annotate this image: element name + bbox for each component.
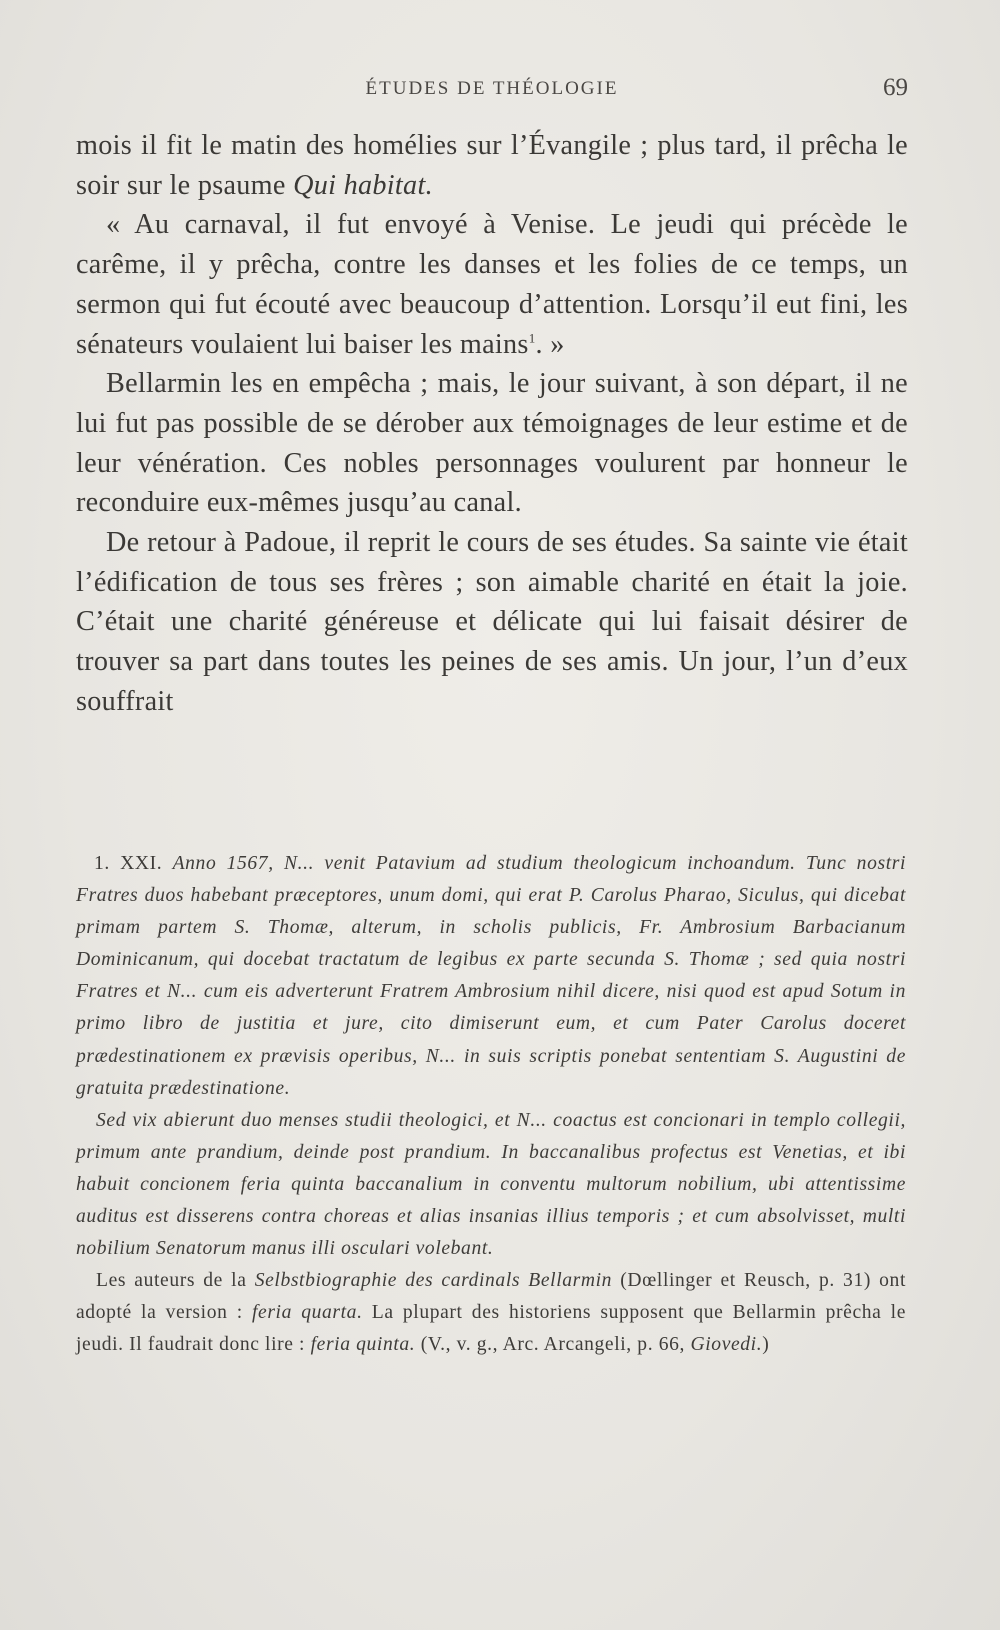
paragraph-1 — [76, 126, 908, 205]
page-number: 69 — [883, 74, 908, 101]
psalm-title: Qui habitat. — [293, 169, 433, 201]
giovedi-quote: Giovedi. — [690, 1334, 763, 1356]
footnote-3-text-d: (V., v. g., Arc. Arcangeli, p. 66, — [415, 1334, 691, 1356]
running-head: ÉTUDES DE THÉOLOGIE — [365, 78, 619, 99]
version-quote: feria quarta. — [251, 1302, 363, 1324]
paragraph-2 — [76, 205, 908, 364]
footnote-3-text-a: Les auteurs de la — [96, 1270, 255, 1292]
paragraph-3: Bellarmin les en empêcha ; mais, le jour suivant, à son départ, il ne lui fut pas possible de se dérober aux témoignages de leur estime et de leur vénération. Ces nobles personnages voulurent par honneur le reconduire eux-mêmes jusqu’au canal. — [76, 368, 908, 519]
footnotes — [76, 848, 906, 1362]
footnote-3-text-c: La plupart des historiens supposent que Bellarmin prêcha le jeudi. Il faudrait donc lire : — [76, 1302, 907, 1356]
footnote-1 — [76, 848, 906, 1105]
footnote-3 — [76, 1265, 906, 1361]
paragraph-2-text: « Au carnaval, il fut envoyé à Venise. Le jeudi qui précède le carême, il y prêcha, contre les danses et les folies de ce temps, un sermon qui fut écouté avec beaucoup d’attention. Lorsqu’il eut fini, les sénateurs voulaient lui baiser les mains — [76, 209, 908, 360]
footnote-1-number: 1. XXI. — [94, 853, 173, 874]
paragraph-2-end: . » — [535, 328, 565, 360]
footnote-reference: 1 — [528, 330, 536, 346]
footnote-3-text-e: ) — [762, 1334, 770, 1356]
book-title: Selbstbiographie des cardinals Bellarmin — [254, 1270, 613, 1292]
footnote-2 — [76, 1105, 906, 1265]
footnote-2-text: Sed vix abierunt duo menses studii theologici, et N... coactus est concionari in templo collegii, primum ante prandium, deinde post prandium. In baccanalibus profectus est Venetias, et ibi habuit concionem feria quinta baccanalium in conventu multorum nobilium, ubi attentissime auditus est disserens contra choreas et alias insanias illius temporis ; et cum absolvisset, multi nobilium Senatorum manus illi osculari volebant. — [76, 1109, 906, 1260]
page-header — [76, 74, 908, 114]
paragraph-1-text: mois il fit le matin des homélies sur l’Évangile ; plus tard, il prêcha le soir sur le psaume — [76, 130, 908, 201]
footnote-3-text-b: (Dœllinger et Reusch, p. 31) ont adopté la version : — [76, 1270, 907, 1324]
main-text — [76, 126, 908, 722]
correction-quote: feria quinta. — [310, 1334, 416, 1356]
footnote-1-text: Anno 1567, N... venit Patavium ad studium theologicum inchoandum. Tunc nostri Fratres duos habebant præceptores, unum domi, qui erat P. Carolus Pharao, Siculus, qui dicebat primam partem S. Thomæ, alterum, in scholis publicis, Fr. Ambrosium Barbacianum Dominicanum, qui docebat tractatum de legibus ex parte secunda S. Thomæ ; sed quia nostri Fratres et N... cum eis adverterunt Fratrem Ambrosium nihil dicere, nisi quod est apud Sotum in primo libro de justitia et jure, cito dimiserunt eum, et cum Pater Carolus doceret prædestinationem ex prævisis operibus, N... in suis scriptis ponebat sententiam S. Augustini de gratuita prædestinatione. — [76, 853, 907, 1099]
paragraph-4: De retour à Padoue, il reprit le cours de ses études. Sa sainte vie était l’édification de tous ses frères ; son aimable charité en était la joie. C’était une charité généreuse et délicate qui lui faisait désirer de trouver sa part dans toutes les peines de ses amis. Un jour, l’un d’eux souffrait — [76, 527, 908, 717]
